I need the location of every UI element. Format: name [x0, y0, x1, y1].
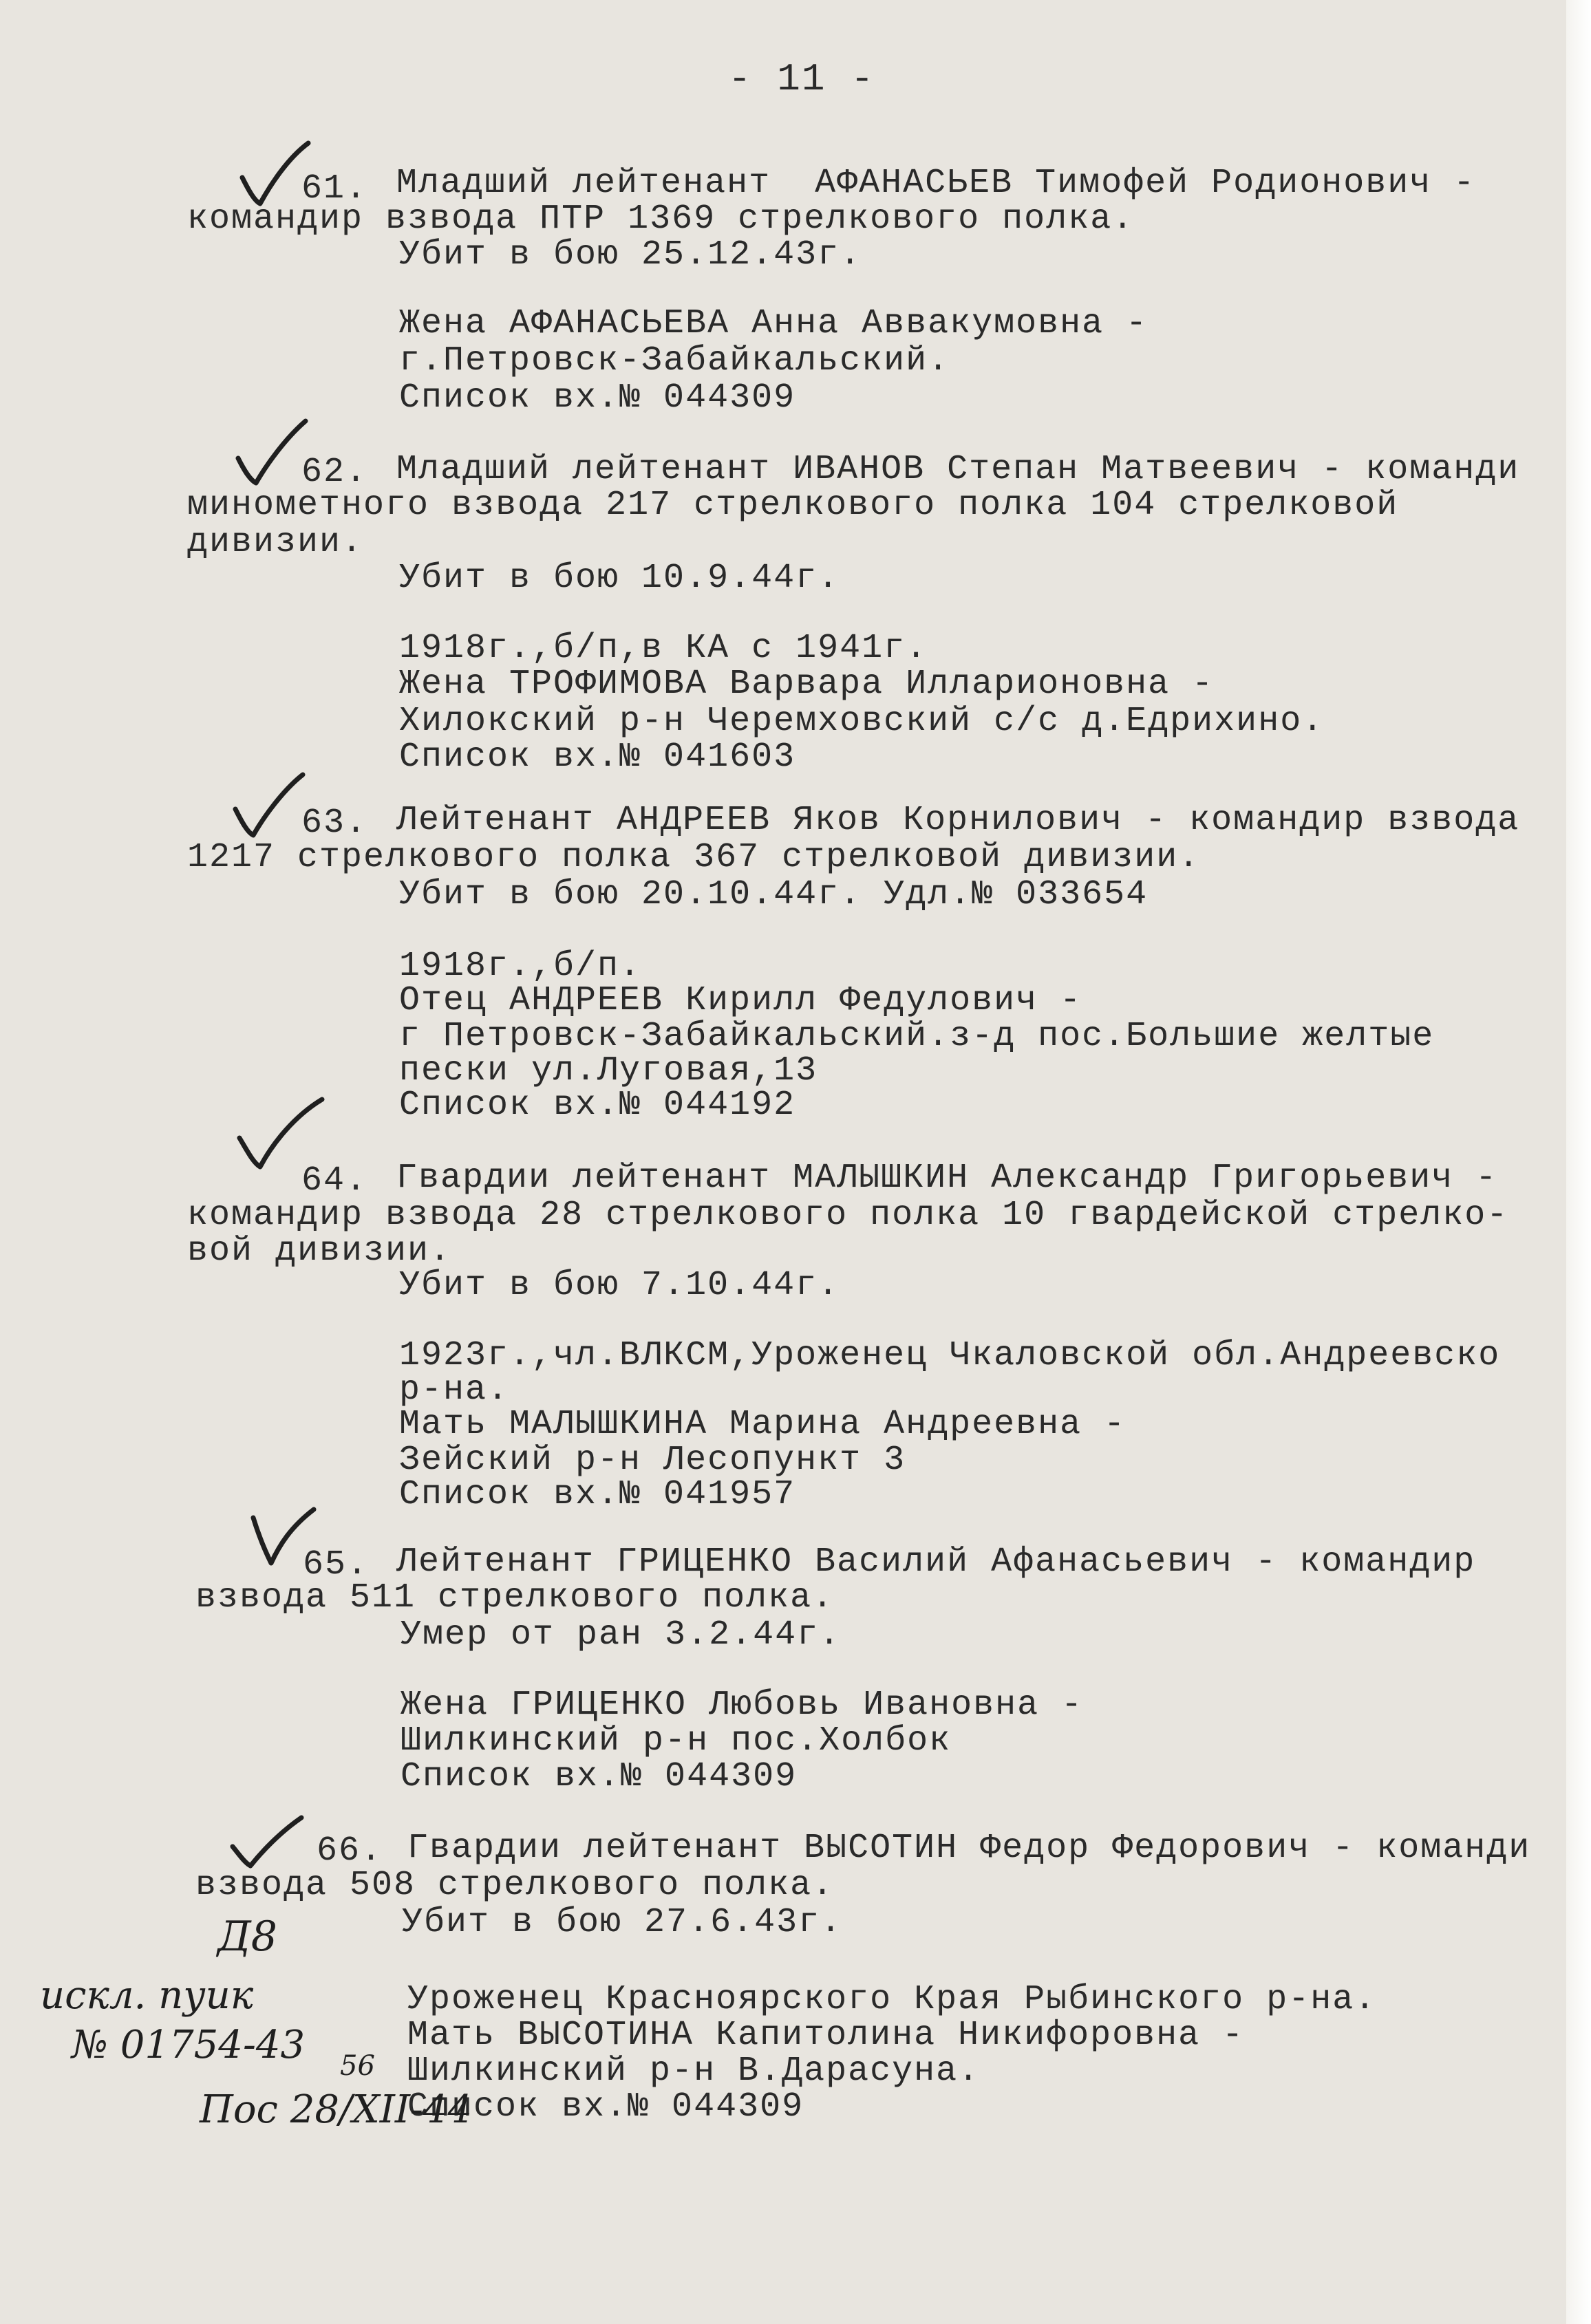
entry-65-line-5: Шилкинский р-н пос.Холбок	[401, 1721, 952, 1761]
entry-66-line-6: Шилкинский р-н В.Дарасуна.	[407, 2052, 981, 2091]
entry-61-line-4: Жена АФАНАСЬЕВА Анна Аввакумовна -	[399, 304, 1149, 343]
entry-66-line-2: взвода 508 стрелкового полка.	[195, 1866, 835, 1905]
entry-64-line-8: Зейский р-н Лесопункт 3	[399, 1441, 906, 1480]
entry-62-line-4: Убит в бою 10.9.44г.	[399, 559, 840, 598]
entry-64-line-9: Список вх.№ 041957	[399, 1475, 796, 1514]
entry-62-number: 62.	[301, 453, 368, 492]
check-mark-icon	[226, 1812, 308, 1874]
entry-62-line-8: Список вх.№ 041603	[399, 738, 796, 777]
entry-64-line-7: Мать МАЛЫШКИНА Марина Андреевна -	[399, 1405, 1126, 1444]
entry-66-line-3: Убит в бою 27.6.43г.	[402, 1903, 843, 1942]
entry-64-number: 64.	[301, 1161, 368, 1201]
entry-62-line-1: Младший лейтенант ИВАНОВ Степан Матвеевич - команди	[396, 450, 1520, 489]
entry-61-number: 61.	[301, 169, 368, 208]
entry-61-line-2: командир взвода ПТР 1369 стрелкового полка.	[187, 200, 1135, 239]
entry-63-line-3: Убит в бою 20.10.44г. Удл.№ 033654	[399, 875, 1149, 914]
entry-63-line-8: Список вх.№ 044192	[399, 1086, 796, 1125]
entry-61-line-6: Список вх.№ 044309	[399, 378, 796, 418]
entry-65-line-4: Жена ГРИЦЕНКО Любовь Ивановна -	[401, 1686, 1084, 1725]
entry-66-line-1: Гвардии лейтенант ВЫСОТИН Федор Федорович - команди	[407, 1829, 1531, 1868]
entry-63-line-4: 1918г.,б/п.	[399, 947, 642, 986]
handwritten-note-excluded: искл. пуик	[40, 1973, 254, 2018]
entry-63-line-5: Отец АНДРЕЕВ Кирилл Федулович -	[399, 981, 1082, 1020]
entry-63-line-6: г Петровск-Забайкальский.з-д пос.Большие желтые	[399, 1017, 1435, 1056]
entry-61-line-5: г.Петровск-Забайкальский.	[399, 341, 950, 380]
handwritten-note-date: Пос 28/XII-44	[200, 2087, 473, 2132]
entry-66-line-5: Мать ВЫСОТИНА Капитолина Никифоровна -	[407, 2016, 1245, 2055]
entry-63-line-2: 1217 стрелкового полка 367 стрелковой дивизии.	[187, 838, 1201, 877]
entry-65-line-3: Умер от ран 3.2.44г.	[401, 1615, 842, 1655]
page-number: - 11 -	[728, 57, 875, 101]
entry-61-line-3: Убит в бою 25.12.43г.	[399, 235, 862, 275]
entry-66-number: 66.	[317, 1831, 383, 1871]
handwritten-note-56: 56	[340, 2050, 375, 2082]
entry-64-line-6: р-на.	[399, 1370, 510, 1410]
handwritten-note-number: № 01754-43	[72, 2023, 306, 2067]
entry-62-line-2: минометного взвода 217 стрелкового полка 104 стрелковой	[187, 486, 1399, 525]
entry-64-line-3: вой дивизии.	[187, 1231, 452, 1271]
entry-61-line-1: Младший лейтенант АФАНАСЬЕВ Тимофей Родионович -	[396, 164, 1476, 203]
entry-65-line-1: Лейтенант ГРИЦЕНКО Василий Афанасьевич - командир	[396, 1542, 1476, 1582]
entry-62-line-3: дивизии.	[187, 523, 364, 562]
entry-62-line-5: 1918г.,б/п,в КА с 1941г.	[399, 629, 928, 668]
check-mark-icon	[227, 771, 310, 846]
entry-62-line-6: Жена ТРОФИМОВА Варвара Илларионовна -	[399, 665, 1215, 704]
entry-64-line-4: Убит в бою 7.10.44г.	[399, 1266, 840, 1305]
entry-64-line-1: Гвардии лейтенант МАЛЫШКИН Александр Григорьевич -	[396, 1159, 1498, 1198]
entry-66-line-4: Уроженец Красноярского Края Рыбинского р-на.	[407, 1980, 1377, 2019]
entry-63-line-7: пески ул.Луговая,13	[399, 1051, 818, 1090]
entry-65-number: 65.	[303, 1545, 370, 1584]
handwritten-note-d8: Д8	[217, 1913, 277, 1961]
entry-64-line-2: командир взвода 28 стрелкового полка 10 гвардейской стрелко-	[187, 1196, 1509, 1235]
page-edge	[1566, 0, 1591, 2324]
entry-64-line-5: 1923г.,чл.ВЛКСМ,Уроженец Чкаловской обл.Андреевско	[399, 1336, 1501, 1375]
entry-63-line-1: Лейтенант АНДРЕЕВ Яков Корнилович - командир взвода	[396, 801, 1520, 840]
entry-65-line-2: взвода 511 стрелкового полка.	[195, 1578, 835, 1617]
entry-63-number: 63.	[301, 804, 368, 843]
entry-66-line-7: Список вх.№ 044309	[407, 2087, 804, 2127]
entry-65-line-6: Список вх.№ 044309	[401, 1757, 798, 1796]
entry-62-line-7: Хилокский р-н Черемховский с/с д.Едрихино.	[399, 702, 1325, 741]
